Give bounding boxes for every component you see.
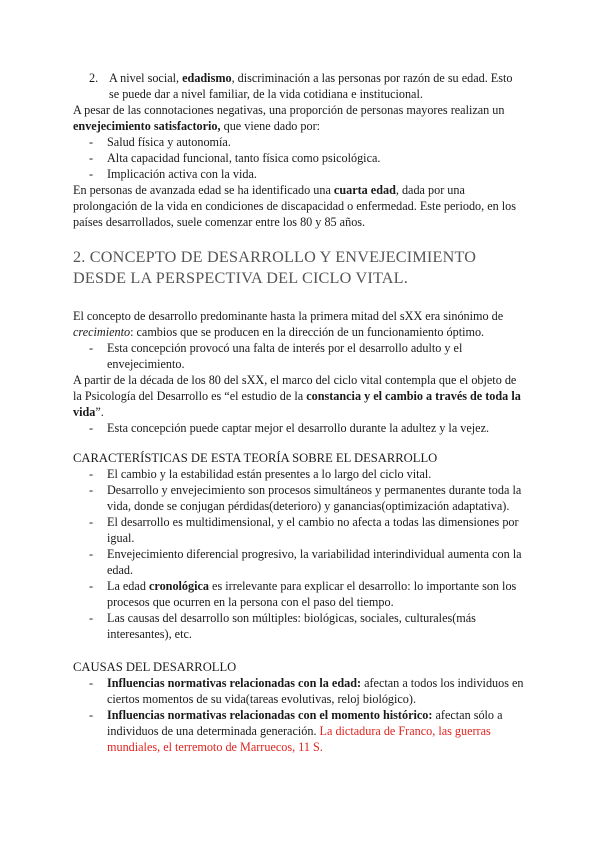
list-item: - La edad cronológica es irrelevante para explicar el desarrollo: lo importante son los procesos que ocurren en la persona con el paso del tiempo. xyxy=(89,579,517,609)
paragraph-concepto-desarrollo: El concepto de desarrollo predominante hasta la primera mitad del sXX era sinónimo de crecimiento: cambios que se producen en la dirección de un funcionamiento óptimo. xyxy=(73,309,504,339)
paragraph-envejecimiento-satisfactorio: A pesar de las connotaciones negativas, una proporción de personas mayores realizan un envejecimiento satisfactorio, que viene dado por: xyxy=(73,103,505,133)
list-number: 2. xyxy=(89,71,99,85)
list-item: - El cambio y la estabilidad están presentes a lo largo del ciclo vital. xyxy=(89,467,432,481)
paragraph-cuarta-edad: En personas de avanzada edad se ha identificado una cuarta edad, dada por una prolongación de la vida en condiciones de discapacidad o enfermedad. Este periodo, en los países desarrollados, suele comenzar entre los 80 y 85 años. xyxy=(73,183,516,229)
subheading-caracteristicas: CARACTERÍSTICAS DE ESTA TEORÍA SOBRE EL DESARROLLO xyxy=(73,451,438,465)
section-heading: 2. CONCEPTO DE DESARROLLO Y ENVEJECIMIENTO DESDE LA PERSPECTIVA DEL CICLO VITAL. xyxy=(73,248,477,287)
list-item: - Esta concepción provocó una falta de interés por el desarrollo adulto y el envejecimiento. xyxy=(89,341,463,371)
list-item: - Salud física y autonomía. xyxy=(89,135,231,149)
list-item: - Desarrollo y envejecimiento son procesos simultáneos y permanentes durante toda la vida, donde se conjugan pérdidas(deterioro) y ganancias(optimización adaptativa). xyxy=(89,483,522,513)
list-item: - Influencias normativas relacionadas con la edad: afectan a todos los individuos en ciertos momentos de su vida(tareas evolutivas, reloj biológico). xyxy=(89,676,524,706)
highlighted-examples: La dictadura de Franco, las guerras mundiales, el terremoto de Marruecos, 11 S. xyxy=(107,724,491,754)
list-item: - Alta capacidad funcional, tanto física como psicológica. xyxy=(89,151,381,165)
list-item: - Envejecimiento diferencial progresivo, la variabilidad interindividual aumenta con la edad. xyxy=(89,547,522,577)
list-causas xyxy=(73,675,525,755)
list-concepto xyxy=(73,340,525,372)
document-content xyxy=(73,70,525,755)
list-item: - El desarrollo es multidimensional, y el cambio no afecta a todas las dimensiones por igual. xyxy=(89,515,519,545)
list-item-text: A nivel social, edadismo, discriminación a las personas por razón de su edad. Esto se puede dar a nivel familiar, de la vida cotidiana e institucional. xyxy=(109,71,513,101)
list-item: - Influencias normativas relacionadas con el momento histórico: afectan sólo a individuos de una determinada generación. La dictadura de Franco, las guerras mundiales, el terremoto de Marruecos, 11 S. xyxy=(89,708,503,754)
list-item: - Las causas del desarrollo son múltiples: biológicas, sociales, culturales(más interesantes), etc. xyxy=(89,611,476,641)
list-item: - Esta concepción puede captar mejor el desarrollo durante la adultez y la vejez. xyxy=(89,421,490,435)
numbered-item-edadismo xyxy=(73,70,525,102)
list-item: - Implicación activa con la vida. xyxy=(89,167,257,181)
spacer xyxy=(73,642,525,659)
paragraph-ciclo-vital: A partir de la década de los 80 del sXX, el marco del ciclo vital contempla que el objeto de la Psicología del Desarrollo es “el estudio de la constancia y el cambio a través de toda la vida”. xyxy=(73,373,521,419)
subheading-causas: CAUSAS DEL DESARROLLO xyxy=(73,660,237,674)
list-satisfactorio xyxy=(73,134,525,182)
list-ciclo xyxy=(73,420,525,436)
spacer xyxy=(73,436,525,450)
list-caracteristicas xyxy=(73,466,525,642)
